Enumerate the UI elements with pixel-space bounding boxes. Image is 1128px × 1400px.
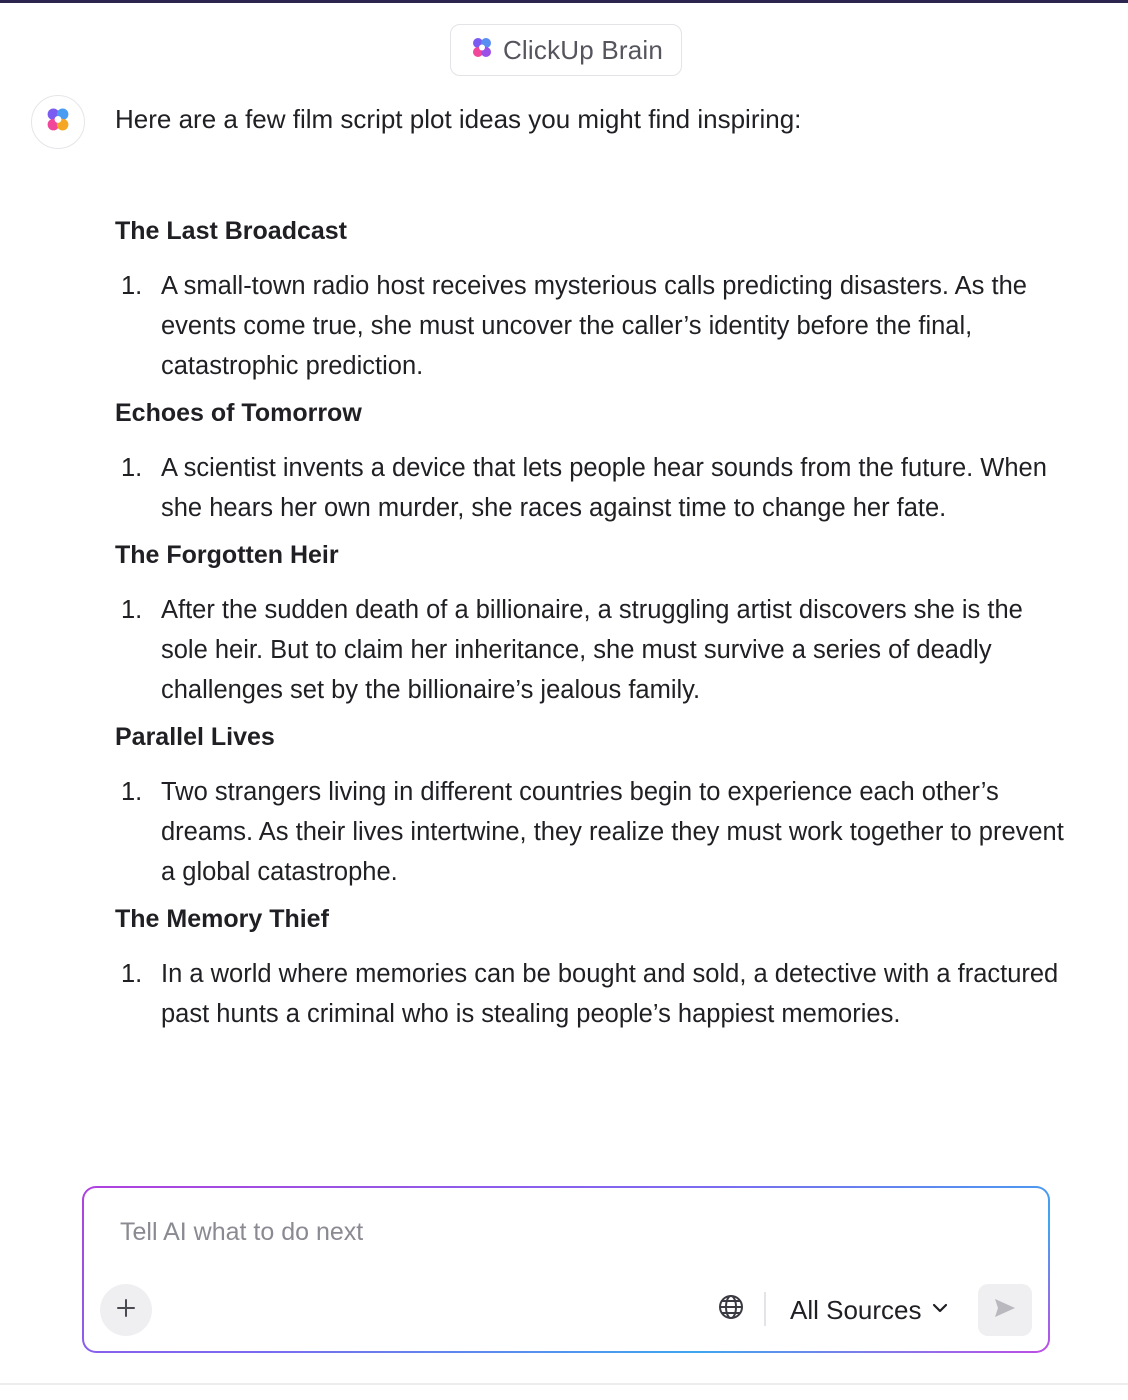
- send-icon: [991, 1294, 1019, 1327]
- list-number: 1.: [121, 272, 143, 300]
- idea-title: The Forgotten Heir: [115, 541, 339, 569]
- list-item: [115, 590, 1075, 710]
- list-text: A small-town radio host receives mysterious calls predicting disasters. As the events come true, she must uncover the caller’s identity before the final, catastrophic prediction.: [161, 272, 1027, 380]
- add-attachment-button[interactable]: [100, 1284, 152, 1336]
- list-text: In a world where memories can be bought and sold, a detective with a fractured past hunts a criminal who is stealing people’s happiest memories.: [161, 960, 1059, 1028]
- sources-dropdown[interactable]: [790, 1292, 950, 1328]
- idea-title: Parallel Lives: [115, 723, 275, 751]
- clickup-brain-pill[interactable]: [450, 24, 682, 76]
- message-intro: Here are a few film script plot ideas you might find inspiring:: [115, 104, 802, 134]
- idea-section: [115, 900, 1075, 1034]
- clickup-brain-avatar-icon: [43, 105, 73, 140]
- sources-label: All Sources: [790, 1294, 922, 1325]
- send-button[interactable]: [978, 1284, 1032, 1336]
- top-border: [0, 0, 1128, 3]
- clickup-brain-label: ClickUp Brain: [502, 34, 664, 65]
- idea-section: [115, 212, 1075, 386]
- idea-title: The Last Broadcast: [115, 217, 348, 245]
- clickup-brain-avatar: [31, 95, 85, 149]
- bottom-border: [0, 1383, 1128, 1385]
- list-text: A scientist invents a device that lets people hear sounds from the future. When she hears her own murder, she races against time to change her fate.: [161, 454, 1047, 522]
- plus-icon: [115, 1297, 137, 1324]
- list-item: [115, 448, 1075, 528]
- idea-section: [115, 718, 1075, 892]
- list-number: 1.: [121, 960, 143, 988]
- list-text: After the sudden death of a billionaire, a struggling artist discovers she is the sole heir. But to claim her inheritance, she must survive a series of deadly challenges set by the billionaire’s jealous family.: [161, 596, 1023, 704]
- list-item: [115, 772, 1075, 892]
- web-search-button[interactable]: [716, 1294, 746, 1324]
- chevron-down-icon: [930, 1298, 950, 1323]
- clickup-brain-icon: [469, 35, 495, 66]
- globe-icon: [717, 1293, 745, 1326]
- idea-section: [115, 394, 1075, 528]
- idea-title: The Memory Thief: [115, 905, 329, 933]
- idea-title: Echoes of Tomorrow: [115, 399, 362, 427]
- prompt-input[interactable]: Tell AI what to do next: [120, 1218, 364, 1246]
- ai-composer: [82, 1186, 1050, 1353]
- ai-composer-inner: [84, 1188, 1048, 1351]
- list-item: [115, 266, 1075, 386]
- list-number: 1.: [121, 778, 143, 806]
- toolbar-divider: [764, 1292, 766, 1326]
- list-number: 1.: [121, 596, 143, 624]
- message-content: [115, 212, 1075, 1042]
- list-item: [115, 954, 1075, 1034]
- list-number: 1.: [121, 454, 143, 482]
- idea-section: [115, 536, 1075, 710]
- list-text: Two strangers living in different countries begin to experience each other’s dreams. As their lives intertwine, they realize they must work together to prevent a global catastrophe.: [161, 778, 1064, 886]
